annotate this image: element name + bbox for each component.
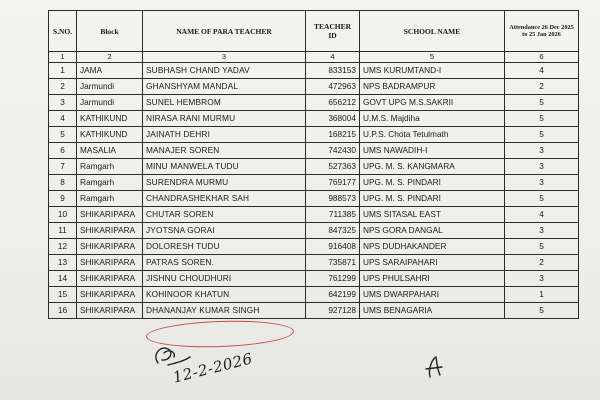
teacher-name-cell: CHANDRASHEKHAR SAH [143,191,306,207]
school-name-cell: U.M.S. Majdiha [360,111,505,127]
attendance-cell: 1 [505,287,579,303]
block-cell: JAMA [77,63,143,79]
teacher-id-cell: 761299 [306,271,360,287]
teacher-name-cell: CHUTAR SOREN [143,207,306,223]
teacher-name-cell: JAINATH DEHRI [143,127,306,143]
teacher-id-cell: 368004 [306,111,360,127]
attendance-cell: 5 [505,127,579,143]
header-teacher-id: TEACHER ID [306,11,360,52]
teacher-id-cell: 847325 [306,223,360,239]
teacher-id-cell: 742430 [306,143,360,159]
teacher-name-cell: GHANSHYAM MANDAL [143,79,306,95]
header-attendance: Attendance 26 Dec 2025 to 25 Jan 2026 [505,11,579,52]
school-name-cell: UMS NAWADIH-I [360,143,505,159]
block-cell: SHIKARIPARA [77,287,143,303]
header-school-name: SCHOOL NAME [360,11,505,52]
para-teacher-table [48,10,579,319]
block-cell: KATHIKUND [77,111,143,127]
table-row [49,127,579,143]
teacher-id-cell: 168215 [306,127,360,143]
serial-number-cell: 15 [49,287,77,303]
column-number: 4 [306,52,360,63]
block-cell: SHIKARIPARA [77,239,143,255]
column-number: 3 [143,52,306,63]
column-number: 1 [49,52,77,63]
school-name-cell: NPS BADRAMPUR [360,79,505,95]
serial-number-cell: 11 [49,223,77,239]
serial-number-cell: 6 [49,143,77,159]
teacher-name-cell: SUBHASH CHAND YADAV [143,63,306,79]
block-cell: MASALIA [77,143,143,159]
attendance-cell: 5 [505,95,579,111]
teacher-name-cell: NIRASA RANI MURMU [143,111,306,127]
table-row [49,207,579,223]
serial-number-cell: 2 [49,79,77,95]
serial-number-cell: 5 [49,127,77,143]
school-name-cell: U.P.S. Chota Tetulmath [360,127,505,143]
attendance-cell: 2 [505,255,579,271]
teacher-name-cell: MANAJER SOREN [143,143,306,159]
block-cell: Ramgarh [77,159,143,175]
header-sno: S.NO. [49,11,77,52]
school-name-cell: UPS SARAIPAHARI [360,255,505,271]
serial-number-cell: 10 [49,207,77,223]
teacher-id-cell: 916408 [306,239,360,255]
serial-number-cell: 9 [49,191,77,207]
table-row [49,255,579,271]
attendance-cell: 5 [505,303,579,319]
attendance-cell: 4 [505,207,579,223]
second-signature [420,355,450,379]
school-name-cell: UPS PHULSAHRI [360,271,505,287]
serial-number-cell: 16 [49,303,77,319]
block-cell: Ramgarh [77,175,143,191]
teacher-id-cell: 769177 [306,175,360,191]
table-row [49,143,579,159]
serial-number-cell: 14 [49,271,77,287]
block-cell: SHIKARIPARA [77,303,143,319]
column-number-row [49,52,579,63]
serial-number-cell: 13 [49,255,77,271]
teacher-name-cell: SUNEL HEMBROM [143,95,306,111]
teacher-id-cell: 988573 [306,191,360,207]
attendance-cell: 5 [505,111,579,127]
header-row [49,11,579,52]
table-row [49,175,579,191]
table-row [49,223,579,239]
teacher-id-cell: 711385 [306,207,360,223]
teacher-name-cell: PATRAS SOREN. [143,255,306,271]
teacher-name-cell: KOHINOOR KHATUN [143,287,306,303]
block-cell: KATHIKUND [77,127,143,143]
school-name-cell: UMS BENAGARIA [360,303,505,319]
table-row [49,159,579,175]
attendance-cell: 3 [505,175,579,191]
signature-date: 12-2-2026 [171,349,255,387]
teacher-name-cell: SURENDRA MURMU [143,175,306,191]
block-cell: Jarmundi [77,95,143,111]
teacher-name-cell: JYOTSNA GORAI [143,223,306,239]
school-name-cell: UMS SITASAL EAST [360,207,505,223]
table-row [49,63,579,79]
attendance-cell: 2 [505,79,579,95]
teacher-id-cell: 833153 [306,63,360,79]
attendance-cell: 5 [505,191,579,207]
table-row [49,287,579,303]
school-name-cell: NPS DUDHAKANDER [360,239,505,255]
header-block: Block [77,11,143,52]
attendance-cell: 3 [505,271,579,287]
teacher-id-cell: 735871 [306,255,360,271]
serial-number-cell: 8 [49,175,77,191]
school-name-cell: NPS GORA DANGAL [360,223,505,239]
teacher-id-cell: 927128 [306,303,360,319]
serial-number-cell: 3 [49,95,77,111]
school-name-cell: UMS KURUMTAND-I [360,63,505,79]
block-cell: Jarmundi [77,79,143,95]
attendance-cell: 3 [505,143,579,159]
serial-number-cell: 12 [49,239,77,255]
attendance-cell: 3 [505,223,579,239]
column-number: 5 [360,52,505,63]
teacher-rows [49,63,579,319]
block-cell: SHIKARIPARA [77,207,143,223]
attendance-cell: 5 [505,239,579,255]
teacher-name-cell: DOLORESH TUDU [143,239,306,255]
header-teacher-name: NAME OF PARA TEACHER [143,11,306,52]
teacher-id-cell: 527363 [306,159,360,175]
table-row [49,191,579,207]
block-cell: SHIKARIPARA [77,271,143,287]
school-name-cell: UMS DWARPAHARI [360,287,505,303]
serial-number-cell: 4 [49,111,77,127]
serial-number-cell: 1 [49,63,77,79]
teacher-id-cell: 472963 [306,79,360,95]
column-number: 6 [505,52,579,63]
serial-number-cell: 7 [49,159,77,175]
school-name-cell: GOVT UPG M.S.SAKRII [360,95,505,111]
block-cell: SHIKARIPARA [77,255,143,271]
block-cell: SHIKARIPARA [77,223,143,239]
school-name-cell: UPG. M. S. PINDARI [360,175,505,191]
attendance-cell: 4 [505,63,579,79]
teacher-id-cell: 642199 [306,287,360,303]
school-name-cell: UPG. M. S. KANGMARA [360,159,505,175]
table-row [49,111,579,127]
teacher-name-cell: MINU MANWELA TUDU [143,159,306,175]
school-name-cell: UPG. M. S. PINDARI [360,191,505,207]
teacher-name-cell: DHANANJAY KUMAR SINGH [143,303,306,319]
table-row [49,79,579,95]
attendance-cell: 3 [505,159,579,175]
table-row [49,303,579,319]
teacher-name-cell: JISHNU CHOUDHURI [143,271,306,287]
column-number: 2 [77,52,143,63]
block-cell: Ramgarh [77,191,143,207]
table-row [49,95,579,111]
table-row [49,271,579,287]
table-row [49,239,579,255]
teacher-id-cell: 656212 [306,95,360,111]
